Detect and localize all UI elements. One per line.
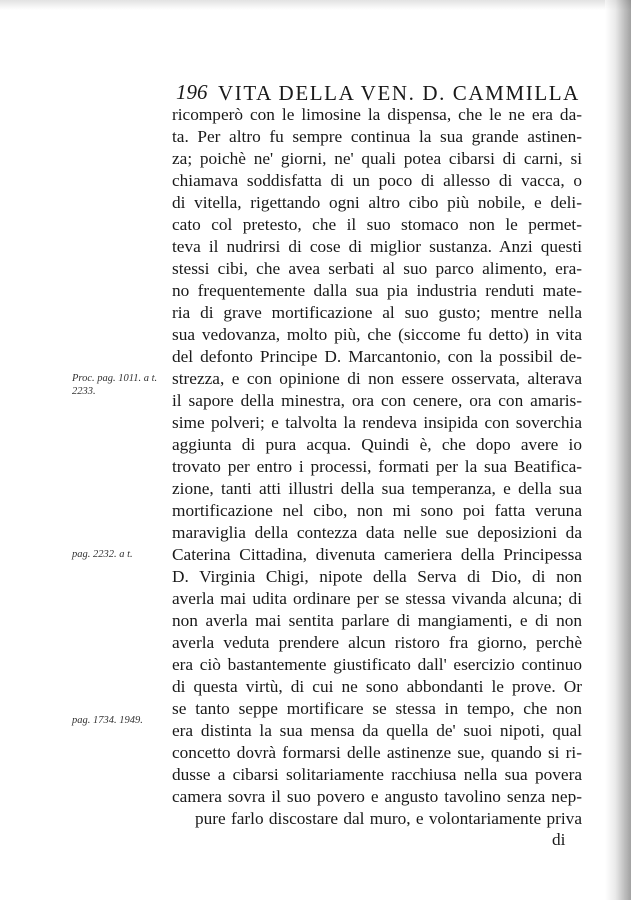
- text-line: non averla mai sentita parlare di mangiamenti, e di non: [172, 611, 582, 630]
- text-line: chiamava soddisfatta di un poco di allesso di vacca, o: [172, 171, 582, 190]
- text-line: mortificazione nel cibo, non mi sono poi fatta veruna: [172, 501, 582, 520]
- text-line: teva il nudrirsi di cose di miglior sustanza. Anzi questi: [172, 237, 582, 256]
- text-line: aggiunta di pura acqua. Quindi è, che dopo avere io: [172, 435, 582, 454]
- text-line: ria di grave mortificazione al suo gusto; mentre nella: [172, 303, 582, 322]
- text-line: concetto dovrà formarsi delle astinenze sue, quando si ri-: [172, 743, 582, 762]
- margin-note: [72, 548, 170, 561]
- text-line: dusse a cibarsi solitariamente racchiusa nella sua povera: [172, 765, 582, 784]
- text-line: del defonto Principe D. Marcantonio, con la possibil de-: [172, 347, 582, 366]
- text-line: il sapore della minestra, ora con cenere, ora con amaris-: [172, 391, 582, 410]
- text-line: ricomperò con le limosine la dispensa, che le ne era da-: [172, 105, 582, 124]
- text-line: sua vedovanza, molto più, che (siccome fu detto) in vita: [172, 325, 582, 344]
- text-line: cato col pretesto, che il suo stomaco non le permet-: [172, 215, 582, 234]
- page-number: 196: [176, 80, 208, 104]
- text-line: sime polveri; e talvolta la rendeva insipida con soverchia: [172, 413, 582, 432]
- text-line: zione, tanti atti illustri della sua temperanza, e della sua: [172, 479, 582, 498]
- text-line: pure farlo discostare dal muro, e volontariamente priva: [194, 809, 582, 828]
- page-top-shadow: [0, 0, 631, 10]
- text-line: era ciò bastantemente giustificato dall' esercizio continuo: [172, 655, 582, 674]
- text-line: averla mai udita ordinare per se stessa vivanda alcuna; di: [172, 589, 582, 608]
- margin-note-line: pag. 1734. 1949.: [72, 715, 143, 726]
- text-line: di questa virtù, di cui ne sono abbondanti le prove. Or: [172, 677, 582, 696]
- text-line: se tanto seppe mortificare se stessa in tempo, che non: [172, 699, 582, 718]
- page-edge-shadow: [605, 0, 631, 900]
- margin-note-line: pag. 2232. a t.: [72, 549, 133, 560]
- text-line: maraviglia della contezza data nelle sue deposizioni da: [172, 523, 582, 542]
- text-line: ta. Per altro fu sempre continua la sua grande astinen-: [172, 127, 582, 146]
- text-line: di vitella, rigettando ogni altro cibo più nobile, e deli-: [172, 193, 582, 212]
- text-line: Caterina Cittadina, divenuta cameriera della Principessa: [172, 545, 582, 564]
- text-line: strezza, e con opinione di non essere osservata, alterava: [172, 369, 582, 388]
- margin-note-line: Proc. pag. 1011. a t.: [72, 373, 158, 384]
- margin-note-line: 2233.: [72, 386, 96, 397]
- margin-note: [72, 372, 170, 398]
- text-line: camera sovra il suo povero e angusto tavolino senza nep-: [172, 787, 582, 806]
- running-title: VITA DELLA VEN. D. CAMMILLA: [218, 81, 580, 105]
- text-line: za; poichè ne' giorni, ne' quali potea cibarsi di carni, si: [172, 149, 582, 168]
- margin-note: [72, 714, 170, 727]
- text-line: averla veduta prendere alcun ristoro fra giorno, perchè: [172, 633, 582, 652]
- text-line: D. Virginia Chigi, nipote della Serva di Dio, di non: [172, 567, 582, 586]
- text-line: trovato per entro i processi, formati per la sua Beatifica-: [172, 457, 582, 476]
- text-line: no frequentemente dalla sua pia industria renduti mate-: [172, 281, 582, 300]
- text-line: stessi cibi, che avea serbati al suo parco alimento, era-: [172, 259, 582, 278]
- text-line: era distinta la sua mensa da quella de' suoi nipoti, qual: [172, 721, 582, 740]
- catchword: di: [552, 830, 566, 849]
